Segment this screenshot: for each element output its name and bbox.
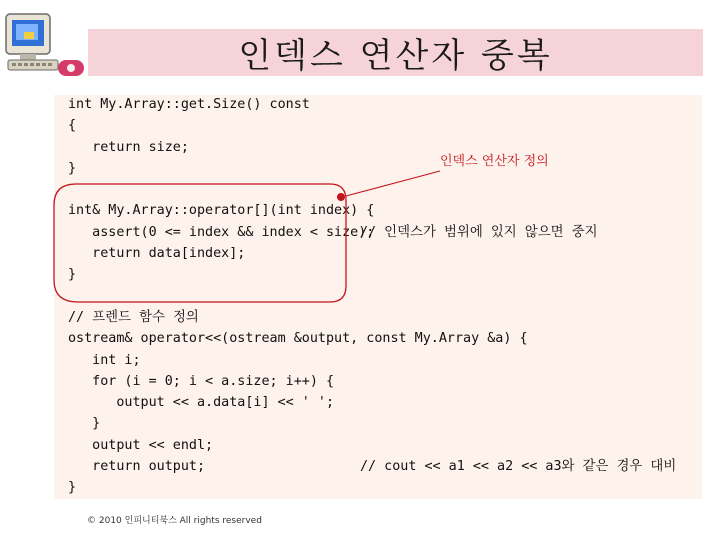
code-line: return size; [68,139,189,155]
copyright-footer: © 2010 인피니티북스 All rights reserved [87,516,262,526]
code-line: { [68,118,77,134]
code-line: // 프렌드 함수 정의 [68,309,199,325]
code-line: ostream& operator<<(ostream &output, const My.Array &a) { [68,331,528,347]
code-line: output << a.data[i] << ' '; [68,395,335,411]
slide-title: 인덱스 연산자 중복 [238,36,553,76]
return-comment: // cout << a1 << a2 << a3와 같은 경우 대비 [360,459,677,474]
code-line: int i; [68,352,141,368]
code-line: assert(0 <= index && index < size); [68,224,375,240]
callout-dot [337,193,345,201]
code-line: } [68,267,77,283]
code-line: } [68,416,101,432]
callout-arrow [346,171,440,196]
code-line: } [68,160,77,176]
code-line: output << endl; [68,437,214,453]
code-line: return data[index]; [68,246,246,262]
code-line: int My.Array::get.Size() const [68,97,310,112]
code-line: return output; [68,459,206,475]
callout-label: 인덱스 연산자 정의 [440,154,549,169]
code-line: for (i = 0; i < a.size; i++) { [68,373,335,389]
code-line: int& My.Array::operator[](int index) { [68,203,375,219]
assert-comment: // 인덱스가 범위에 있지 않으면 중지 [360,225,598,240]
operator-highlight-box [54,184,346,302]
code-line: } [68,480,77,496]
